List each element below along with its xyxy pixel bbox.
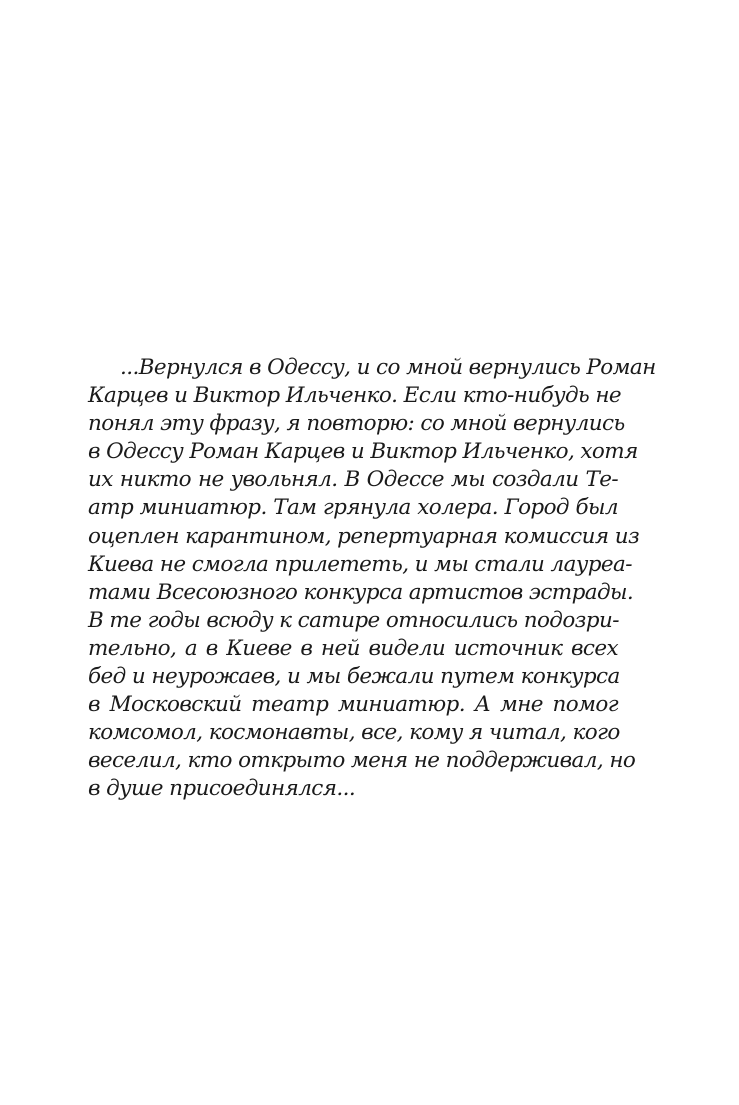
text-line: В те годы всюду к сатире относились подозри- bbox=[88, 607, 619, 633]
text-line: оцеплен карантином, репертуарная комиссия из bbox=[88, 523, 640, 549]
text-line-last: в душе присоединялся... bbox=[88, 776, 356, 802]
text-line: бед и неурожаев, и мы бежали путем конкурса bbox=[88, 664, 620, 690]
text-line: понял эту фразу, я повторю: со мной вернулись bbox=[88, 411, 625, 437]
text-line: комсомол, космонавты, все, кому я читал, кого bbox=[88, 720, 620, 746]
text-line: ...Вернулся в Одессу, и со мной вернулись Роман bbox=[120, 355, 656, 380]
quote-paragraph bbox=[88, 354, 656, 804]
text-line: веселил, кто открыто меня не поддерживал, но bbox=[88, 748, 636, 774]
text-line: Киева не смогла прилететь, и мы стали лауреа- bbox=[88, 551, 632, 577]
text-line: в Одессу Роман Карцев и Виктор Ильченко, хотя bbox=[88, 439, 638, 465]
text-line: тами Всесоюзного конкурса артистов эстрады. bbox=[88, 579, 634, 605]
text-line: атр миниатюр. Там грянула холера. Город был bbox=[88, 495, 618, 521]
text-line: их никто не увольнял. В Одессе мы создали Те- bbox=[88, 467, 618, 493]
text-line: в Московский театр миниатюр. А мне помог bbox=[88, 692, 618, 718]
text-line: тельно, а в Киеве в ней видели источник всех bbox=[88, 635, 618, 661]
text-line: Карцев и Виктор Ильченко. Если кто-нибудь не bbox=[88, 383, 622, 409]
